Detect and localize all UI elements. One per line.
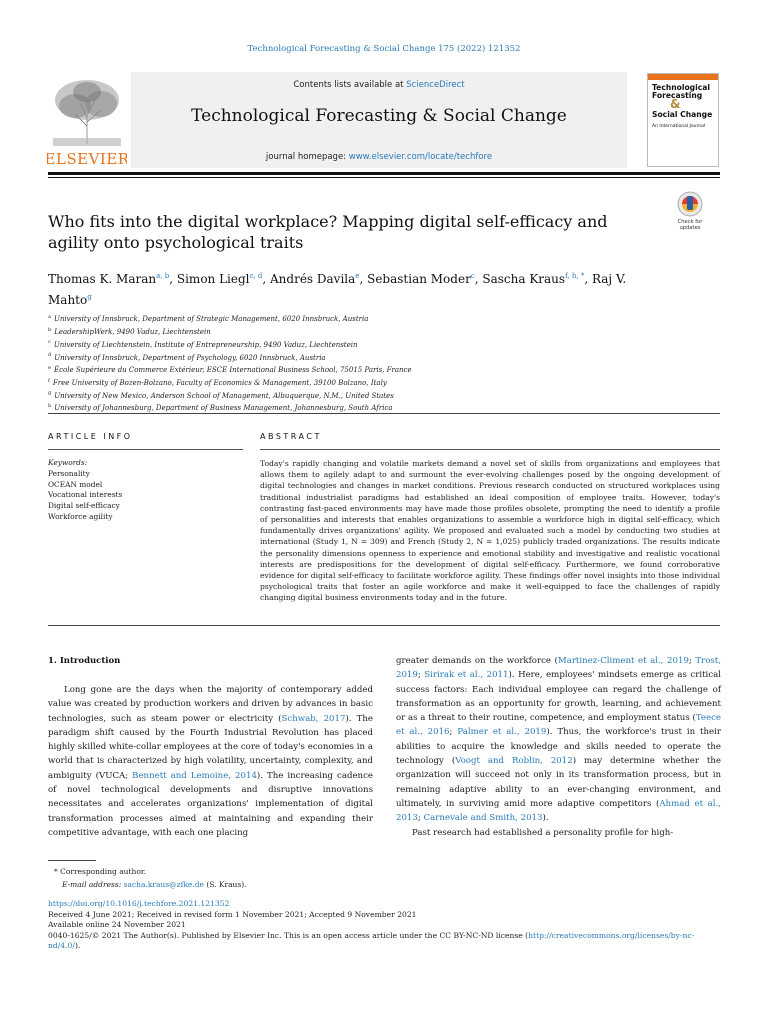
paragraph-text: ). (542, 813, 549, 824)
affiliation-marker: d (48, 352, 52, 359)
doi-link[interactable]: https://doi.org/10.1016/j.techfore.2021.121352 (48, 899, 230, 908)
license-suffix: ). (74, 941, 81, 951)
citation-link[interactable]: Martinez-Climent et al., 2019 (557, 656, 689, 666)
section-rule (48, 413, 720, 414)
cover-accent-bar (648, 74, 718, 80)
journal-homepage-link[interactable]: www.elsevier.com/locate/techfore (348, 152, 493, 162)
affiliation-text: University of Johannesburg, Department of Business Management, Johannesburg, South Africa (54, 404, 393, 413)
elsevier-logo-text: ELSEVIER (47, 150, 127, 168)
paragraph-text: ). Thus, the workforce's trust in their abilities to acquire the knowledge and skills needed to operate the technology ( (396, 727, 721, 767)
paper-title: Who fits into the digital workplace? Mapping digital self-efficacy and agility onto psychological traits (48, 212, 608, 252)
author-affiliation-marker[interactable]: e (355, 272, 360, 280)
available-online: Available online 24 November 2021 (48, 920, 186, 930)
citation-link[interactable]: Palmer et al., 2019 (457, 727, 547, 738)
contents-line (131, 80, 627, 90)
homepage-line (131, 152, 627, 162)
paragraph-text: ; (417, 813, 424, 824)
affiliation-text: University of Liechtenstein, Institute of Entrepreneurship, 9490 Vaduz, Liechtenstein (53, 340, 358, 349)
keyword-item: Workforce agility (48, 511, 113, 521)
affiliation-item (48, 401, 688, 414)
abstract-heading: ABSTRACT (260, 432, 322, 441)
citation-link[interactable]: Ahmad et al., 2013 (396, 798, 721, 824)
paragraph-text: ; (449, 727, 458, 738)
author-name[interactable]: Raj V. Mahto (48, 272, 627, 307)
corresponding-author-note: * Corresponding author. (54, 867, 147, 876)
homepage-prefix: journal homepage: (265, 152, 349, 162)
author-separator: , (474, 272, 483, 286)
citation-link[interactable]: Bennett and Lemoine, 2014 (132, 770, 257, 781)
keyword-item: Personality (48, 468, 90, 478)
received-dates: Received 4 June 2021; Received in revised form 1 November 2021; Accepted 9 November 2021 (48, 909, 417, 919)
license-link[interactable]: http://creativecommons.org/licenses/by-nc-nd/4.0/ (48, 930, 695, 951)
intro-right-column (396, 654, 721, 840)
author-separator: , (359, 272, 368, 286)
keywords-block (48, 458, 243, 523)
footnote-rule (48, 860, 96, 861)
cover-title-line: Forecasting (652, 91, 703, 100)
affiliation-marker: a (48, 314, 51, 320)
intro-right-paragraph-2: Past research had established a personality profile for high- (412, 827, 674, 838)
author-affiliation-marker[interactable]: c, d (249, 272, 263, 280)
check-updates-icon (673, 191, 707, 231)
author-affiliation-marker[interactable]: f, h, * (565, 272, 585, 280)
citation-link[interactable]: Sirirak et al., 2011 (424, 670, 509, 681)
license-prefix: 0040-1625/© 2021 The Author(s). Published by Elsevier Inc. This is an open access article under the CC BY-NC-ND license ( (48, 930, 529, 940)
affiliation-marker: b (48, 326, 52, 333)
paragraph-text: greater demands on the workforce ( (396, 656, 558, 666)
journal-cover-thumbnail[interactable] (647, 73, 719, 167)
article-info-heading: ARTICLE INFO (48, 432, 133, 441)
affiliation-item (48, 325, 688, 338)
article-info-rule (48, 449, 243, 450)
affiliation-item (48, 337, 688, 350)
introduction-heading: 1. Introduction (48, 656, 121, 666)
cover-title-line: Technological (652, 83, 710, 92)
running-head[interactable]: Technological Forecasting & Social Change 175 (2022) 121352 (247, 44, 521, 54)
check-updates-line1: Check for (677, 219, 703, 225)
paragraph-text: ). The increasing cadence of novel technological developments and disruptive innovations necessitates and accelerates organizations' implementation of digital transformation processes aimed at maintaining and expanding their competitive advantage, with each one placing (48, 770, 373, 838)
license-line (48, 931, 720, 952)
header-rule-thin (48, 177, 720, 178)
affiliation-item (48, 350, 688, 363)
affiliation-text: Free University of Bozen-Bolzano, Faculty of Economics & Management, 39100 Bolzano, Italy (52, 379, 387, 387)
paragraph-text: Long gone are the days when the majority of contemporary added value was created by production workers and driven by advances in basic technologies, such as steam power or electricity ( (48, 685, 373, 724)
intro-right-paragraph-1 (396, 654, 721, 826)
affiliation-marker: e (48, 364, 51, 371)
author-separator: , (584, 272, 592, 286)
paragraph-text: ). The paradigm shift caused by the Fourth Industrial Revolution has placed highly skilled white-collar employees at the core of today's economies in a world that is characterized by high volatility, uncertainty, complexity, and ambiguity (VUCA; (48, 713, 373, 781)
keyword-item: OCEAN model (48, 479, 103, 489)
abstract-rule (260, 449, 720, 450)
affiliation-text: University of Innsbruck, Department of Strategic Management, 6020 Innsbruck, Austria (53, 315, 369, 324)
email-label: E-mail address: (62, 880, 124, 889)
paragraph-text: ; (417, 670, 425, 681)
sciencedirect-link[interactable]: ScienceDirect (406, 80, 465, 90)
affiliation-marker: g (48, 390, 52, 397)
affiliation-item (48, 376, 688, 389)
paragraph-text: ; (688, 656, 696, 666)
cover-title-line: Social Change (652, 110, 713, 119)
author-name[interactable]: Simon Liegl (176, 272, 250, 286)
citation-link[interactable]: Trost, 2019 (396, 656, 721, 681)
author-name[interactable]: Thomas K. Maran (48, 272, 157, 286)
affiliation-text: University of New Mexico, Anderson School of Management, Albuquerque, N.M., United States (54, 391, 394, 400)
affiliation-item (48, 312, 688, 325)
author-list (48, 267, 668, 309)
author-name[interactable]: Sebastian Moder (367, 272, 471, 286)
header-rule (48, 172, 720, 175)
affiliation-text: École Supérieure du Commerce Extérieur, ESCE International Business School, 75015 Paris, France (53, 366, 412, 375)
citation-link[interactable]: Carnevale and Smith, 2013 (423, 813, 543, 824)
author-separator: , (262, 272, 271, 286)
email-line (48, 878, 448, 891)
affiliation-item (48, 388, 688, 401)
author-affiliation-marker[interactable]: c (470, 272, 475, 280)
author-name[interactable]: Andrés Davila (270, 272, 356, 286)
intro-left-column (48, 683, 373, 840)
author-separator: , (169, 272, 177, 286)
affiliation-list (48, 312, 688, 414)
check-for-updates-badge[interactable] (673, 191, 707, 231)
keywords-label: Keywords: (48, 458, 88, 467)
paragraph-text: ). Here, employees' mindsets emerge as critical success factors: Each individual employee can regard the challenge of transformation as an opportunity for growth, learning, and achievement or as a threat to their routine, competence, and employment status ( (396, 670, 721, 724)
keyword-item: Vocational interests (48, 490, 123, 500)
affiliation-item (48, 363, 688, 376)
cover-subtitle: An International Journal (652, 124, 706, 129)
keyword-item: Digital self-efficacy (48, 501, 120, 511)
affiliation-text: University of Innsbruck, Department of Psychology, 6020 Innsbruck, Austria (54, 353, 326, 362)
corresponding-author-footnote (48, 865, 448, 891)
contents-prefix: Contents lists available at (293, 80, 407, 90)
citation-link[interactable]: Teece et al., 2016 (396, 713, 721, 738)
journal-title: Technological Forecasting & Social Change (191, 106, 567, 126)
affiliation-text: LeadershipWerk, 9490 Vaduz, Liechtenstein (54, 328, 211, 337)
affiliation-marker: h (48, 403, 52, 410)
publication-info (48, 899, 720, 952)
author-email-link[interactable]: sacha.kraus@zfke.de (123, 880, 204, 889)
body-rule (48, 625, 720, 626)
author-affiliation-marker[interactable]: a, b (156, 272, 170, 280)
affiliation-marker: f (48, 377, 50, 384)
affiliation-marker: c (48, 339, 51, 346)
author-name[interactable]: Sascha Kraus (482, 272, 566, 286)
check-updates-line2: updates (679, 225, 701, 231)
abstract-text: Today's rapidly changing and volatile markets demand a novel set of skills from organizations and employees that allows them to agilely adapt to and surmount the ever-evolving challenges posed by the ongoing development of digital technologies and changes in market conditions. Previous research conducted on structured workplaces using traditional industrialist paradigms had established an ideal composition of employee traits. However, today's contrasting fast-paced environments may have made those profiles obsolete, prompting the need to identify a profile of personalities and interests that enables organizations to assemble a workforce high in digital self-efficacy, which fundamentally drives organizations' agility. We proposed and evaluated such a model by conducting two studies at international (Study 1, N = 309) and French (Study 2, N = 1,025) publicly traded organizations. The results indicate the personality dimensions openness to experience and emotional stability and investigative and realistic vocational interests are predispositions for the development of digital self-efficacy. Furthermore, we found corroborative evidence for digital self-efficacy to facilitate workforce agility. These findings offer novel insights into those individual psychological traits that foster an agile workforce and make it well-equipped to face the challenges of rapidly changing digital business environments today and in the future. (260, 459, 720, 603)
citation-link[interactable]: Schwab, 2017 (281, 713, 346, 724)
author-affiliation-marker[interactable]: g (87, 293, 92, 301)
elsevier-logo (47, 76, 127, 168)
elsevier-tree-icon (47, 76, 127, 168)
citation-link[interactable]: Voogt and Roblin, 2012 (455, 756, 573, 767)
email-suffix: (S. Kraus). (203, 880, 247, 889)
paragraph-text: ) may determine whether the organization will succeed not only in its transformation process, but in remaining adaptive ability to an ever-changing environment, and ultimately, in surviving amid more adaptive competitors ( (396, 756, 721, 809)
cover-title-line: & (670, 97, 681, 111)
